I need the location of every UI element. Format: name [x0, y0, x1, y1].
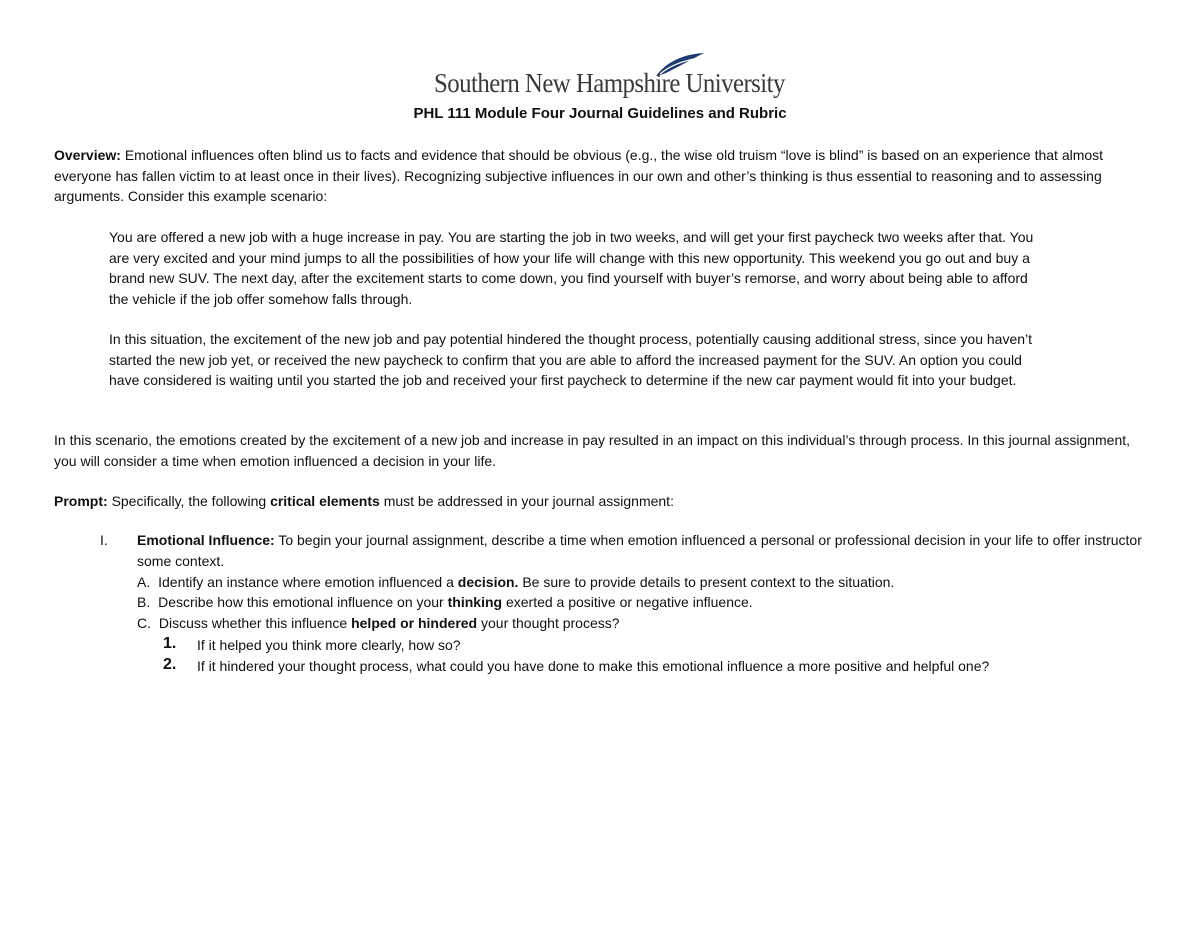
prompt-label: Prompt: — [54, 493, 108, 509]
logo-wordmark: Southern New Hampshire University — [434, 68, 785, 98]
subitem-text-before: Describe how this emotional influence on your — [158, 594, 444, 610]
numbered-2-label: 2. — [163, 656, 177, 673]
prompt-paragraph — [54, 491, 1144, 512]
scenario-paragraph-1: You are offered a new job with a huge increase in pay. You are starting the job in two weeks, and will get your first paycheck two weeks after that. You are very excited and your mind jumps to all the possibilities of how your life will change with this new opportunity. This weekend you go out and buy a brand new SUV. The next day, after the excitement starts to come down, you find yourself with buyer’s remorse, and worry about being able to afford the vehicle if the job offer somehow falls through. — [109, 229, 1034, 307]
overview-paragraph — [54, 145, 1144, 207]
page-title: PHL 111 Module Four Journal Guidelines and Rubric — [413, 105, 787, 122]
subitem-letter: B. — [137, 594, 151, 610]
subitem-text-after: exerted a positive or negative influence. — [505, 594, 753, 610]
numbered-1-text: If it helped you think more clearly, how so? — [197, 637, 461, 653]
element-numeral: I. — [100, 532, 108, 548]
prompt-text-after: must be addressed in your journal assignment: — [383, 493, 674, 509]
subitem-a — [137, 572, 894, 593]
prompt-bold: critical elements — [270, 493, 380, 509]
subitem-letter: A. — [137, 574, 151, 590]
subitem-text-before: Identify an instance where emotion influenced a — [158, 574, 454, 590]
subitem-text-after: your thought process? — [481, 615, 620, 631]
overview-label: Overview: — [54, 147, 121, 163]
prompt-text-before: Specifically, the following — [111, 493, 267, 509]
overview-text: Emotional influences often blind us to facts and evidence that should be obvious (e.g., the wise old truism “love is blind” is based on an experience that almost everyone has fallen victim to at least once in their lives). Recognizing subjective influences in our own and other’s thinking is thus essential to reasoning and to assessing arguments. Consider this example scenario: — [54, 147, 1104, 204]
numbered-1-label: 1. — [163, 635, 177, 652]
element-text: To begin your journal assignment, describe a time when emotion influenced a personal or professional decision in your life to offer instructor some context. — [137, 532, 1142, 569]
scenario-paragraph-2: In this situation, the excitement of the new job and pay potential hindered the thought process, potentially causing additional stress, since you haven’t started the new job yet, or received the new paycheck to confirm that you are able to afford the increased payment for the SUV. An option you could have considered is waiting until you started the job and received your first paycheck to determine if the new car payment would fit into your budget. — [109, 331, 1033, 388]
subitem-b — [137, 592, 753, 613]
subitem-c — [137, 613, 620, 634]
element-label: Emotional Influence: — [137, 532, 275, 548]
subitem-text-after: Be sure to provide details to present context to the situation. — [522, 574, 895, 590]
subitem-bold: decision. — [457, 574, 519, 590]
summary-paragraph: In this scenario, the emotions created by the excitement of a new job and increase in pay resulted in an impact on this individual’s through process. In this journal assignment, you will consider a time when emotion influenced a decision in your life. — [54, 432, 1131, 469]
subitem-bold: thinking — [447, 594, 503, 610]
university-logo — [434, 52, 785, 104]
subitem-letter: C. — [137, 615, 151, 631]
subitem-text-before: Discuss whether this influence — [158, 615, 348, 631]
subitem-bold: helped or hindered — [351, 615, 478, 631]
element-description — [137, 530, 1147, 571]
numbered-2-text: If it hindered your thought process, what could you have done to make this emotional influence a more positive and helpful one? — [197, 658, 990, 674]
